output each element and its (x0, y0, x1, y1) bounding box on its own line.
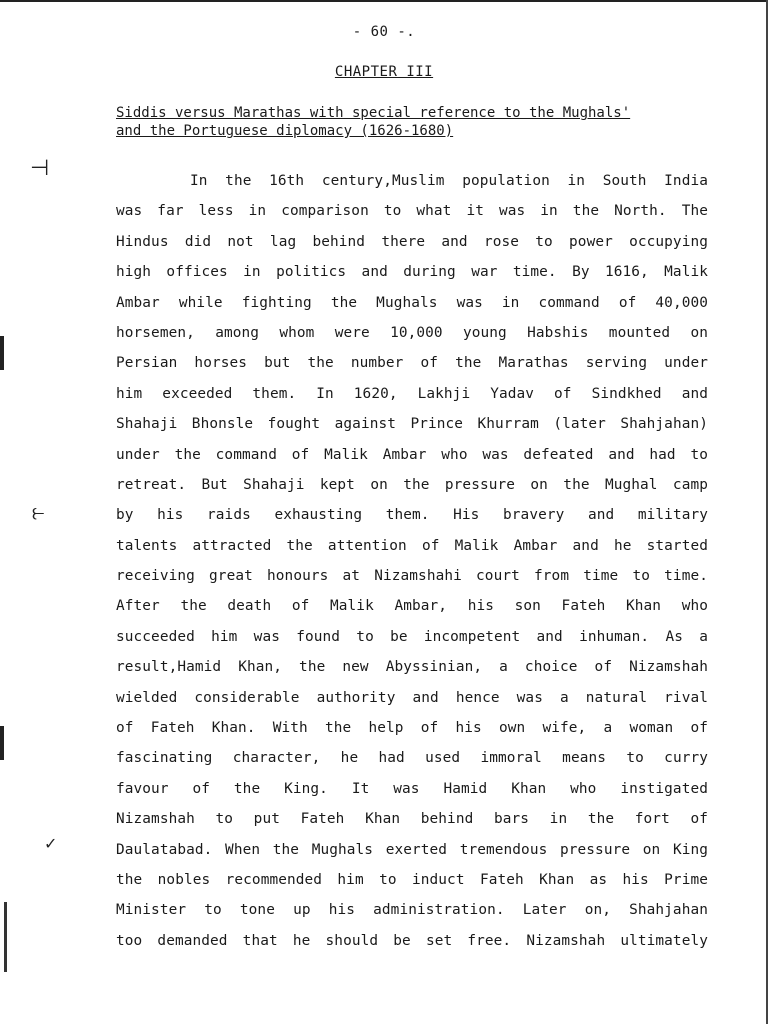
text-line: receiving great honours at Nizamshahi court from time to time. (116, 568, 708, 585)
binding-edge-mark (0, 336, 4, 370)
text-line: the nobles recommended him to induct Fateh Khan as his Prime (116, 871, 708, 888)
text-line: was far less in comparison to what it was in the North. The (116, 203, 708, 220)
text-line: horsemen, among whom were 10,000 young Habshis mounted on (116, 324, 708, 341)
text-line: him exceeded them. In 1620, Lakhji Yadav of Sindkhed and (116, 385, 708, 402)
text-line: Ambar while fighting the Mughals was in command of 40,000 (116, 294, 708, 311)
text-line: retreat. But Shahaji kept on the pressure on the Mughal camp (116, 476, 708, 493)
section-heading (116, 104, 716, 140)
text-line: Shahaji Bhonsle fought against Prince Khurram (later Shahjahan) (116, 416, 708, 433)
margin-tick-icon: ✓ (44, 834, 58, 853)
text-line: Persian horses but the number of the Marathas serving under (116, 355, 708, 372)
margin-mark-icon: ⥼ (32, 500, 45, 525)
text-line: Hindus did not lag behind there and rose to power occupying (116, 233, 708, 250)
text-line: under the command of Malik Ambar who was defeated and had to (116, 446, 708, 463)
binding-edge-mark (0, 726, 4, 760)
text-line: high offices in politics and during war time. By 1616, Malik (116, 264, 708, 281)
text-line: result,Hamid Khan, the new Abyssinian, a choice of Nizamshah (116, 659, 708, 676)
text-line: of Fateh Khan. With the help of his own wife, a woman of (116, 720, 708, 737)
text-line: by his raids exhausting them. His bravery and military (116, 507, 708, 524)
text-line: Nizamshah to put Fateh Khan behind bars in the fort of (116, 811, 708, 828)
chapter-title: CHAPTER III (334, 64, 434, 80)
binding-edge-mark (4, 902, 7, 972)
margin-mark-icon: ⊣ (30, 156, 50, 181)
text-line: succeeded him was found to be incompetent and inhuman. As a (116, 628, 708, 645)
page-top-edge (0, 0, 768, 2)
text-line: After the death of Malik Ambar, his son Fateh Khan who (116, 598, 708, 615)
section-heading-line: Siddis versus Marathas with special reference to the Mughals' (116, 105, 631, 121)
text-line: talents attracted the attention of Malik Ambar and he started (116, 537, 708, 554)
page-number: - 60 -. (352, 24, 416, 40)
text-line: Daulatabad. When the Mughals exerted tremendous pressure on King (116, 841, 708, 858)
text-line: fascinating character, he had used immoral means to curry (116, 750, 708, 767)
text-line: Minister to tone up his administration. Later on, Shahjahan (116, 902, 708, 919)
text-line: In the 16th century,Muslim population in South India (190, 173, 708, 189)
section-heading-line: and the Portuguese diplomacy (1626-1680) (116, 123, 454, 139)
text-line: favour of the King. It was Hamid Khan who instigated (116, 780, 708, 797)
text-line: wielded considerable authority and hence was a natural rival (116, 689, 708, 706)
text-line: too demanded that he should be set free. Nizamshah ultimately (116, 932, 708, 949)
body-paragraph (116, 166, 708, 956)
